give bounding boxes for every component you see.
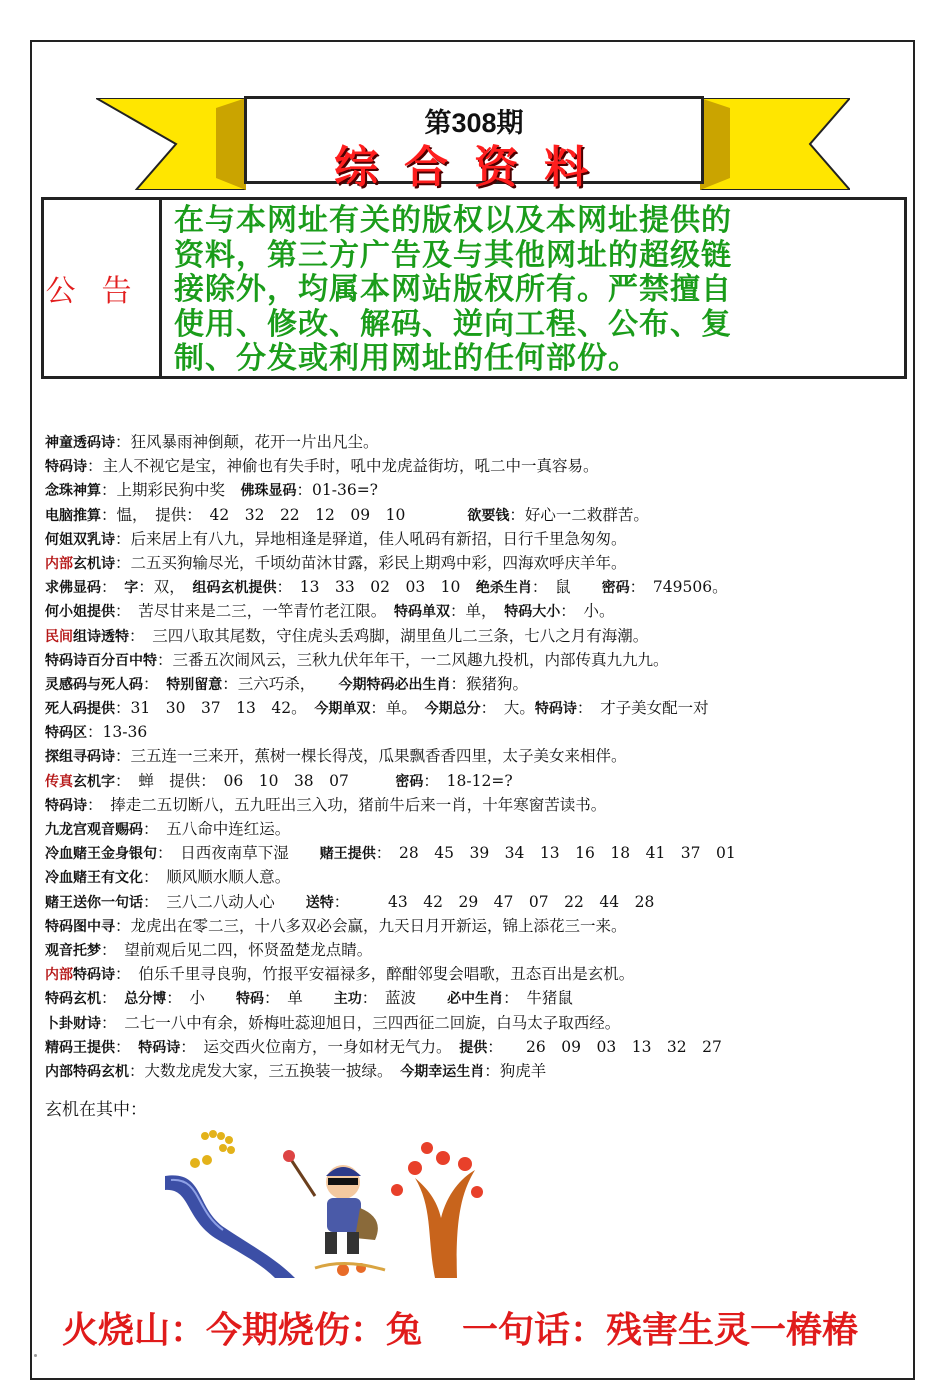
- info-line: [45, 624, 905, 648]
- info-line: [45, 575, 905, 599]
- corner-dot: [34, 1354, 37, 1357]
- line-text: ： 大。: [480, 699, 535, 718]
- line-text: ：三五连一三来开，蕉树一棵长得茂，瓜果飘香香四里，太子美女来相伴。: [115, 747, 627, 766]
- line-key: 特码玄机: [45, 991, 101, 1008]
- footer-banner: [62, 1302, 858, 1353]
- line-key: 民间: [45, 628, 73, 645]
- tail-caption: 玄机在其中：: [45, 1100, 147, 1120]
- line-text: ： 749506。: [629, 578, 728, 597]
- line-text: ：猴猪狗。: [450, 674, 529, 693]
- line-text: ： 苦尽甘来是二三，一竿青竹老江限。: [115, 602, 395, 621]
- line-key: 探组寻码诗: [45, 749, 115, 766]
- line-text: ： 伯乐千里寻良驹，竹报平安福禄多，醉酣邻叟会唱歌，丑态百出是玄机。: [115, 965, 635, 984]
- line-key: 玄机字: [73, 773, 115, 790]
- info-line: [45, 841, 905, 865]
- line-text: ：龙虎出在零二三，十八多双必会赢，九天日月开新运，锦上添花三一来。: [115, 916, 627, 935]
- line-key: 玄机诗: [73, 555, 115, 572]
- line-key: 特码诗: [73, 967, 115, 984]
- line-key: 电脑推算: [45, 507, 101, 524]
- line-key: 卜卦财诗: [45, 1015, 101, 1032]
- line-key: 主功: [333, 991, 362, 1008]
- thief-tree-illustration: [165, 1118, 485, 1278]
- line-text: ： 26 09 03 13 32 27: [487, 1037, 722, 1056]
- line-text: ：13-36: [87, 723, 148, 742]
- line-key: 观音托梦: [45, 942, 101, 959]
- line-text: ：后来居上有八九，异地相逢是驿道，佳人吼码有新招，日行千里急匆匆。: [115, 529, 627, 548]
- thief-figure-icon: [283, 1150, 378, 1254]
- yellow-ribbon-left: [96, 98, 246, 190]
- line-key: 密码: [601, 580, 630, 597]
- line-text: ： 牛猪鼠: [503, 989, 573, 1008]
- line-key: 提供: [459, 1039, 488, 1056]
- info-line: [45, 962, 905, 986]
- line-key: 冷血赌王金身银句: [45, 846, 157, 863]
- line-text: ： 才子美女配一对: [576, 699, 709, 718]
- line-text: ： 单: [264, 989, 334, 1008]
- line-key: 佛珠显码: [240, 483, 297, 500]
- gold-chain-icon: [201, 1130, 235, 1154]
- line-key: 今期单双: [314, 701, 371, 718]
- line-text: ：: [101, 989, 125, 1008]
- notice-label: 公告: [44, 200, 162, 376]
- line-text: ：好心一二救群苦。: [509, 505, 649, 524]
- line-key: 特码诗: [138, 1039, 181, 1056]
- info-line: [45, 817, 905, 841]
- line-text: ： 二七一八中有余，娇梅吐蕊迎旭日，三四西征二回旋，白马太子取西经。: [101, 1013, 621, 1032]
- line-text: ： 28 45 39 34 13 16 18 41 37 01: [375, 844, 736, 863]
- info-line: [45, 1011, 905, 1035]
- info-line: [45, 914, 905, 938]
- notice-line: 资料，第三方广告及与其他网址的超级链: [174, 237, 732, 273]
- line-key: 欲要钱: [467, 507, 510, 524]
- header-box: [244, 96, 704, 193]
- line-key: 内部: [45, 967, 73, 984]
- line-text: ：三番五次闹风云，三秋九伏年年干，一二风趣九投机，内部传真九九九。: [157, 650, 669, 669]
- line-key: 特码诗: [534, 701, 577, 718]
- info-line: [45, 744, 905, 768]
- notice-line: 使用、修改、解码、逆向工程、公布、复: [174, 306, 732, 342]
- line-key: 传真: [45, 773, 73, 790]
- info-line: [45, 986, 905, 1010]
- line-key: 密码: [395, 773, 424, 790]
- line-text: ： 蓝波: [361, 989, 448, 1008]
- line-text: ： 捧走二五切断八，五九旺出三入功，猪前牛后来一肖，十年寒窗苦读书。: [87, 795, 607, 814]
- issue-number: 第308期: [424, 108, 524, 138]
- line-key: 何小姐提供: [45, 604, 115, 621]
- line-text: ：单。: [370, 699, 425, 718]
- line-text: ： 五八命中连红运。: [143, 820, 291, 838]
- line-key: 今期幸运生肖: [400, 1063, 485, 1080]
- line-text: ：单，: [450, 602, 505, 621]
- line-text: ： 13 33 02 03 10: [276, 578, 476, 597]
- line-key: 必中生肖: [447, 991, 504, 1008]
- footer-right-text: 一句话：残害生灵一椿椿: [462, 1310, 859, 1351]
- info-line: [45, 720, 905, 744]
- line-text: ： 望前观后见二四，怀贤盈楚龙点睛。: [101, 940, 373, 959]
- line-text: ：: [115, 1037, 139, 1056]
- line-text: ：: [101, 578, 125, 597]
- line-text: ： 蝉 提供： 06 10 38 07: [115, 771, 396, 790]
- line-key: 特别留意: [166, 676, 223, 693]
- info-line: [45, 890, 905, 914]
- line-key: 死人码提供: [45, 701, 115, 718]
- line-text: ： 小。: [560, 602, 615, 621]
- line-key: 内部: [45, 555, 73, 572]
- line-key: 精码王提供: [45, 1039, 115, 1056]
- line-key: 今期特码必出生肖: [338, 676, 451, 693]
- line-key: 特码大小: [504, 604, 561, 621]
- line-key: 特码诗: [45, 459, 87, 476]
- info-line: [45, 503, 905, 527]
- info-line: [45, 527, 905, 551]
- line-text: ：31 30 37 13 42。: [115, 699, 315, 718]
- line-key: 总分博: [124, 991, 167, 1008]
- line-text: ：狗虎羊: [484, 1061, 547, 1080]
- line-text: ：二五买狗输尽光，千顷幼苗沐甘露，彩民上期鸡中彩，四海欢呼庆羊年。: [115, 553, 627, 572]
- info-line: [45, 551, 905, 575]
- line-text: ：01-36=?: [296, 481, 378, 500]
- line-text: ：三六巧杀，: [222, 674, 339, 693]
- line-text: ： 18-12=?: [423, 771, 513, 790]
- info-line: [45, 769, 905, 793]
- info-lines: [45, 430, 905, 1083]
- line-text: ： 鼠: [531, 578, 602, 597]
- line-text: ：上期彩民狗中奖: [101, 481, 241, 500]
- info-line: [45, 648, 905, 672]
- line-text: ： 日西夜南草下湿: [157, 844, 320, 863]
- line-text: ： 三八二八动人心: [143, 892, 306, 911]
- line-key: 绝杀生肖: [475, 580, 532, 597]
- notice-text: [162, 200, 904, 376]
- info-line: [45, 478, 905, 502]
- line-key: 特码诗: [45, 797, 87, 814]
- footer-left-text: 火烧山：今期烧伤：兔: [62, 1310, 423, 1351]
- notice-line: 接除外，均属本网站版权所有。严禁擅自: [174, 272, 732, 307]
- line-text: ：: [143, 674, 167, 693]
- page-title: 综合资料: [334, 142, 614, 193]
- tree-icon: [391, 1142, 483, 1278]
- notice-line: 制、分发或利用网址的任何部份。: [174, 341, 639, 376]
- line-text: ： 43 42 29 47 07 22 44 28: [333, 892, 655, 911]
- line-key: 特码区: [45, 725, 87, 742]
- notice-line: 在与本网址有关的版权以及本网址提供的: [174, 203, 732, 238]
- info-line: [45, 938, 905, 962]
- line-text: ： 顺风顺水顺人意。: [143, 868, 291, 887]
- info-line: [45, 793, 905, 817]
- line-text: ：狂风暴雨神倒颠，花开一片出凡尘。: [115, 433, 379, 451]
- line-key: 特码诗百分百中特: [45, 652, 157, 669]
- info-line: [45, 1035, 905, 1059]
- line-text: ： 小: [166, 989, 237, 1008]
- line-key: 求佛显码: [45, 580, 101, 597]
- line-key: 灵感码与死人码: [45, 676, 143, 693]
- line-key: 内部特码玄机: [45, 1063, 129, 1080]
- info-line: [45, 865, 905, 889]
- line-key: 何姐双乳诗: [45, 531, 115, 548]
- info-line: [45, 672, 905, 696]
- line-text: ： 三四八取其尾数，守住虎头丢鸡脚，湖里鱼儿二三条，七八之月有海潮。: [129, 626, 649, 645]
- info-line: [45, 696, 905, 720]
- info-line: [45, 1059, 905, 1083]
- info-line: [45, 454, 905, 478]
- line-key: 字: [124, 580, 139, 597]
- notice-box: [41, 197, 907, 379]
- line-key: 赌王送你一句话: [45, 894, 143, 911]
- line-key: 神童透码诗: [45, 435, 115, 451]
- line-key: 今期总分: [424, 701, 481, 718]
- line-text: ：主人不视它是宝，神偷也有失手时，吼中龙虎益街坊，吼二中一真容易。: [87, 457, 599, 476]
- line-key: 赌王提供: [319, 846, 376, 863]
- line-key: 特码图中寻: [45, 918, 115, 935]
- line-key: 念珠神算: [45, 483, 101, 500]
- line-key: 组诗透特: [73, 628, 129, 645]
- line-text: ： 运交西火位南方，一身如材无气力。: [180, 1037, 460, 1056]
- line-key: 特码: [236, 991, 265, 1008]
- info-line: [45, 599, 905, 623]
- line-key: 冷血赌王有文化: [45, 870, 143, 887]
- info-line: [45, 430, 905, 454]
- line-key: 组码玄机提供: [192, 580, 277, 597]
- line-key: 送特: [305, 894, 334, 911]
- line-text: ：愠， 提供： 42 32 22 12 09 10: [101, 505, 468, 524]
- line-text: ：大数龙虎发大家，三五换装一披绿。: [129, 1061, 401, 1080]
- line-key: 九龙宫观音赐码: [45, 822, 143, 838]
- yellow-ribbon-right: [700, 98, 850, 190]
- line-text: ：双，: [138, 578, 193, 597]
- line-key: 特码单双: [394, 604, 451, 621]
